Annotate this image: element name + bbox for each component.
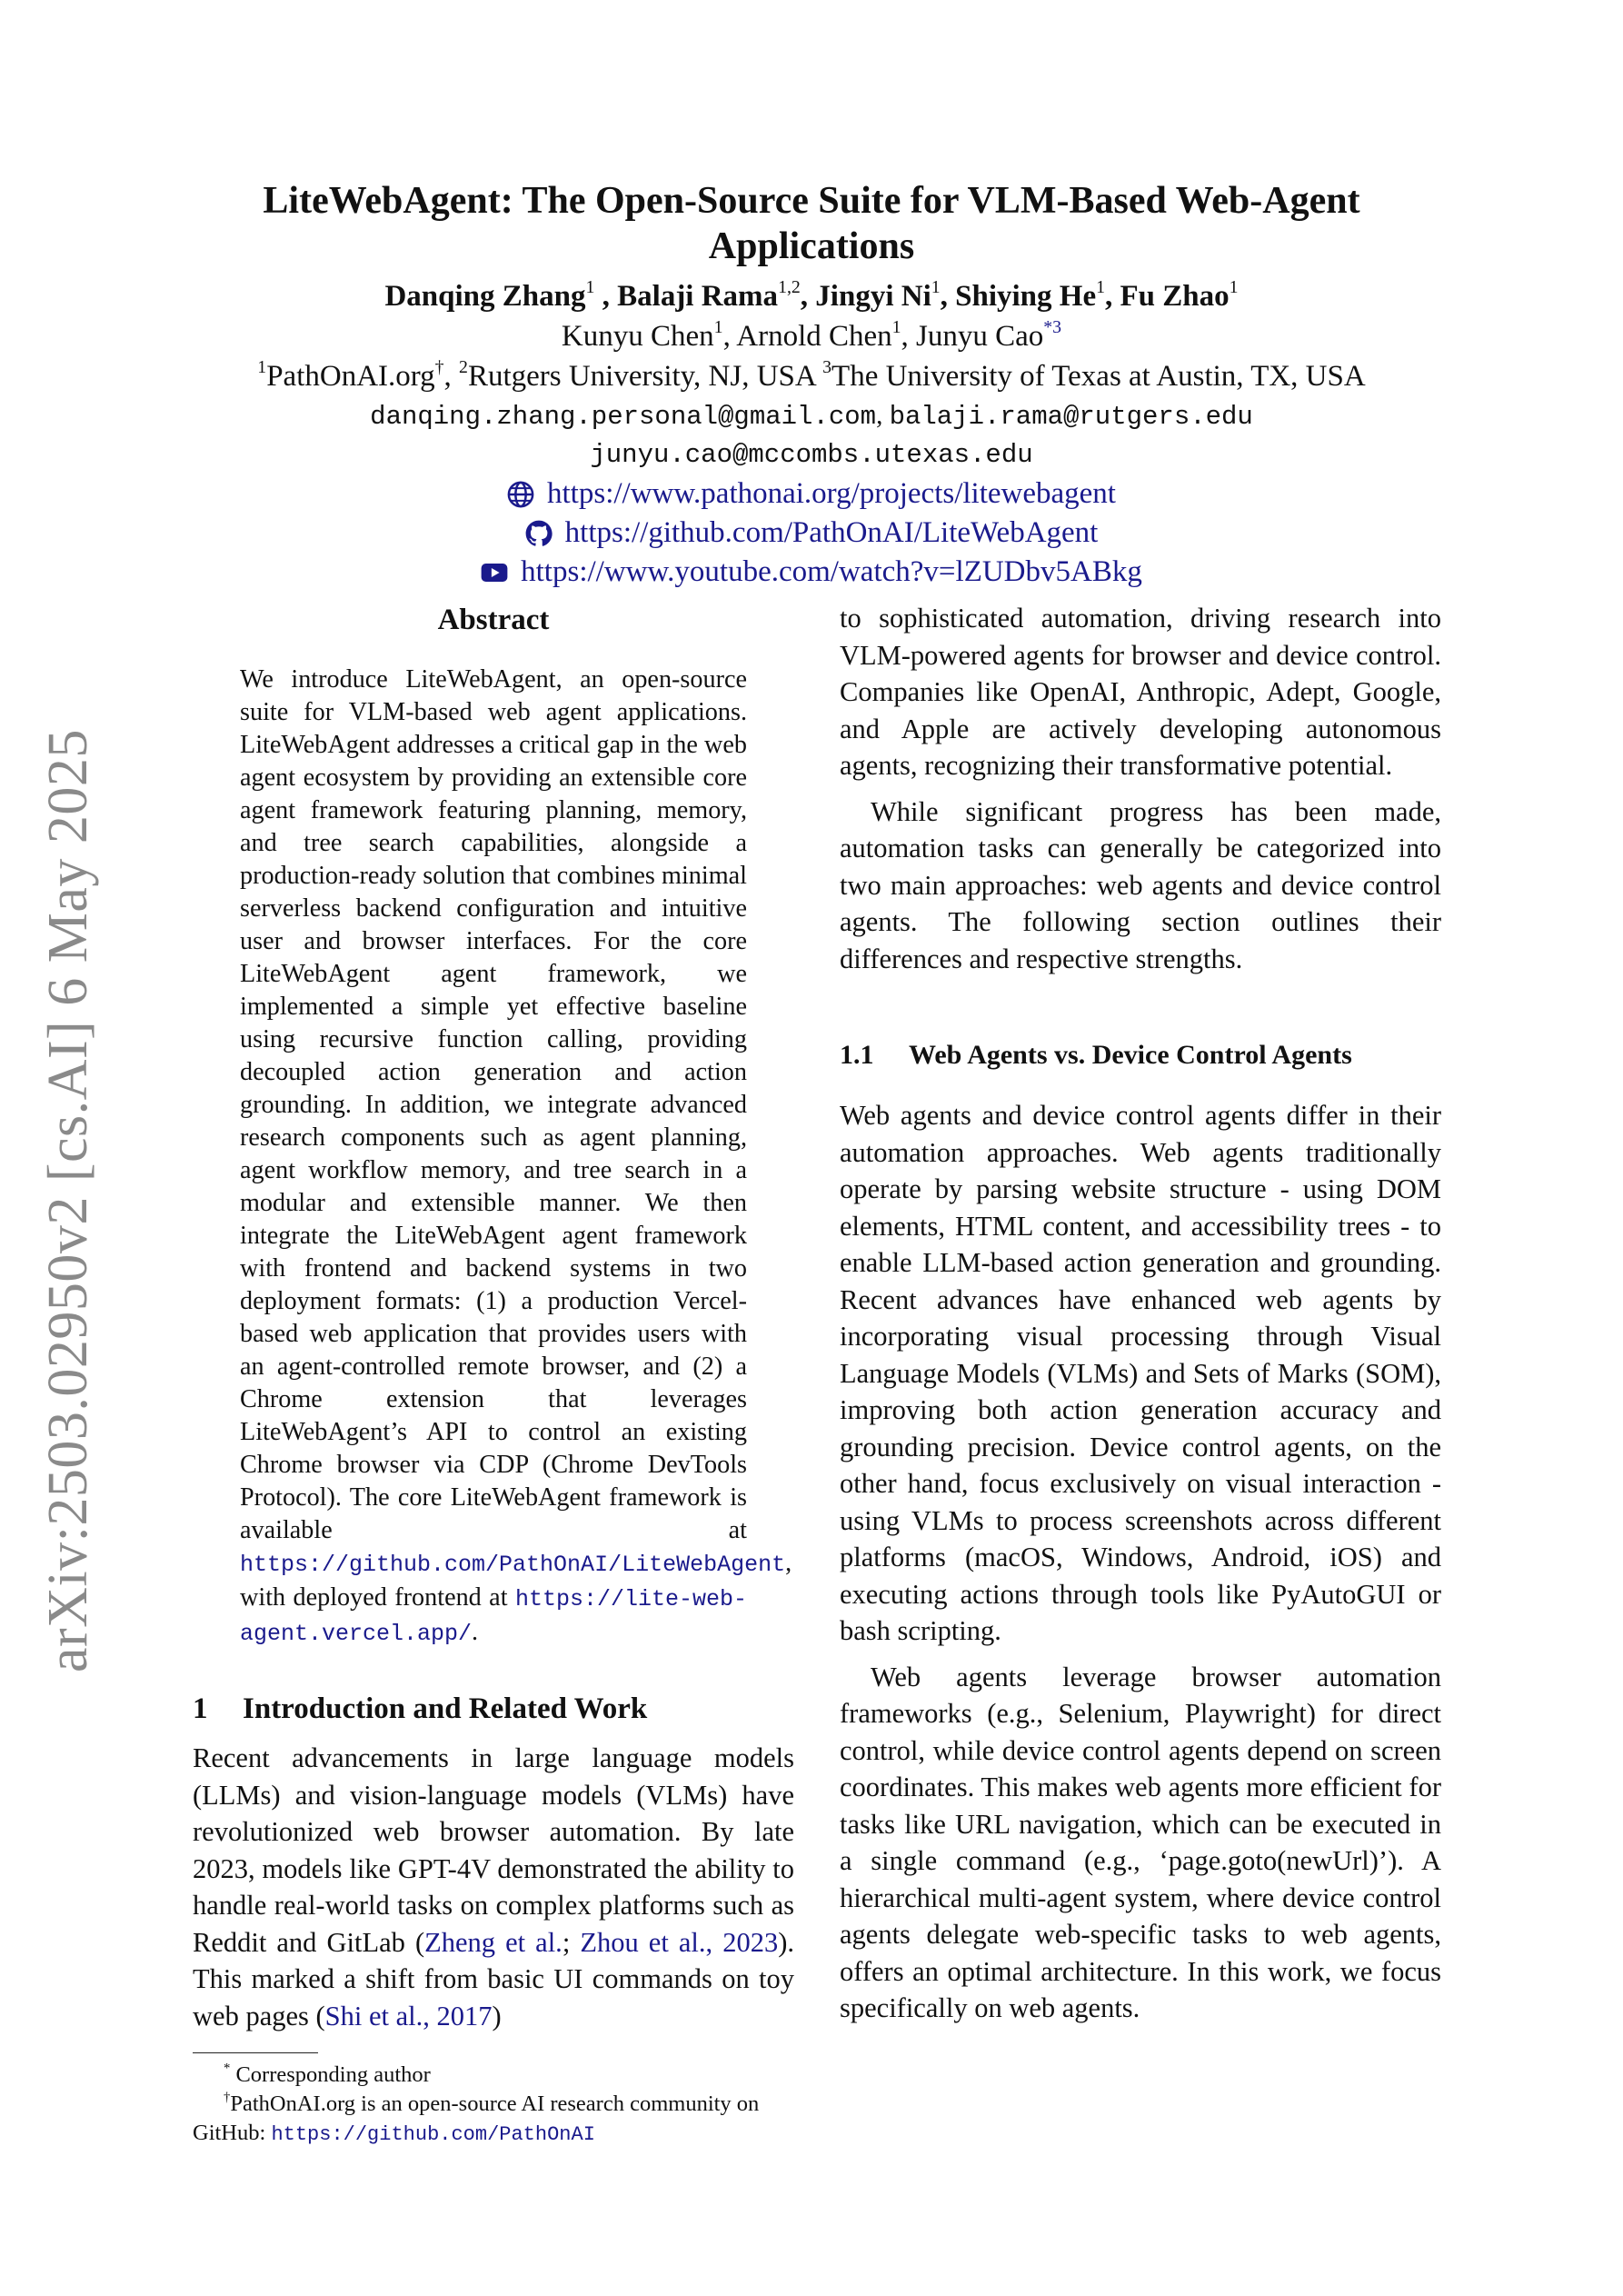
abstract-end: . <box>472 1618 479 1646</box>
affiliation-sup: 1 <box>1096 277 1105 298</box>
author-name: , Fu Zhao <box>1105 280 1230 313</box>
vercel-app-link[interactable]: https://lite-web-agent.vercel.app/ <box>240 1586 747 1647</box>
affiliation-text: PathOnAI.org <box>266 360 435 393</box>
footnote-mark: * <box>224 2061 231 2076</box>
affiliation-sup: 3 <box>822 357 832 378</box>
youtube-icon <box>481 559 508 586</box>
authors-line-1 <box>182 276 1441 316</box>
title-line-2: Applications <box>708 225 915 267</box>
author-name: Danqing Zhang <box>384 280 586 313</box>
paper-header <box>182 178 1441 592</box>
email-list <box>182 396 1441 474</box>
abstract-body: We introduce LiteWebAgent, an open-source suite for VLM-based web agent applications. LiteWebAgent addresses a critical gap in the web agent ecosystem by providing an extensible core agent framework featuring planning, memory, and tree search capabilities, alongside a production-ready solution that combines minimal serverless backend configuration and intuitive user and browser interfaces. For the core LiteWebAgent agent framework, we implemented a simple yet effective baseline using recursive function calling, providing decoupled action generation and action grounding. In addition, we integrate advanced research components such as agent planning, agent workflow memory, and tree search in a modular and extensible manner. We then integrate the LiteWebAgent agent framework with frontend and backend systems in two deployment formats: (1) a production Vercel-based web application that provides users with an agent-controlled remote browser, and (2) a Chrome extension that leverages LiteWebAgent’s API to control an existing Chrome browser via CDP (Chrome DevTools Protocol). The core LiteWebAgent framework is available at <box>240 665 747 1544</box>
footnote-divider <box>193 2052 318 2053</box>
affiliation-sup: 1 <box>257 357 267 378</box>
paper-title <box>182 178 1441 269</box>
abstract-connector: , with deployed frontend at <box>240 1549 792 1612</box>
section-title: Introduction and Related Work <box>243 1692 648 1725</box>
project-link-row <box>182 474 1441 514</box>
citation-zheng[interactable]: Zheng et al. <box>424 1926 563 1958</box>
author-name: , Shiying He <box>940 280 1097 313</box>
youtube-link[interactable]: https://www.youtube.com/watch?v=lZUDbv5ABkg <box>521 555 1142 588</box>
title-line-1: LiteWebAgent: The Open-Source Suite for VLM-Based Web-Agent <box>263 180 1360 222</box>
web-vs-device-paragraph-1: Web agents and device control agents differ in their automation approaches. Web agents traditionally operate by parsing website structure - using DOM elements, HTML content, and accessibility trees - to enable LLM-based action generation and grounding. Recent advances have enhanced web agents by incorporating visual processing through Visual Language Models (VLMs) and Sets of Marks (SOM), improving both action generation accuracy and grounding precision. Device control agents, on the other hand, focus exclusively on visual interaction - using VLMs to process screenshots across different platforms (macOS, Windows, Android, iOS) and executing actions through tools like PyAutoGUI or bash scripting. <box>840 1100 1441 1646</box>
arxiv-identifier: arXiv:2503.02950v2 [cs.AI] 6 May 2025 <box>37 729 99 1672</box>
email-danqing[interactable]: danqing.zhang.personal@gmail.com <box>370 402 877 432</box>
affiliation-sup: 1 <box>1229 277 1239 298</box>
intro-text: ). This marked a shift from basic UI commands on toy web pages ( <box>193 1926 794 2031</box>
affiliation-text: The University of Texas at Austin, TX, USA <box>831 360 1366 393</box>
footnote-pathonai <box>193 2090 794 2150</box>
abstract-heading: Abstract <box>437 604 550 636</box>
intro-paragraph-2: While significant progress has been made, automation tasks can generally be categorized into two main approaches: web agents and device control agents. The following section outlines their differences and respective strengths. <box>840 795 1441 974</box>
email-separator: , <box>876 401 890 430</box>
intro-paragraph-1 <box>193 1740 794 2034</box>
right-column <box>840 600 1441 2027</box>
affiliation-sup: 1 <box>585 277 595 298</box>
footnote-mark: † <box>224 2090 231 2105</box>
subsection-title: Web Agents vs. Device Control Agents <box>909 1040 1352 1070</box>
intro-paragraph-continued: to sophisticated automation, driving research into VLM-powered agents for browser and device control. Companies like OpenAI, Anthropic, Adept, Google, and Apple are actively developing autonomous agents, recognizing their transformative potential. <box>840 603 1441 781</box>
email-line-1 <box>182 396 1441 436</box>
subsection-number: 1.1 <box>840 1040 874 1070</box>
footnote-text: Corresponding author <box>230 2062 431 2087</box>
globe-icon <box>507 481 534 508</box>
pathonai-github-link[interactable]: https://github.com/PathOnAI <box>271 2123 595 2146</box>
left-column <box>193 600 794 2150</box>
affiliation-sup: *3 <box>1043 317 1062 338</box>
github-icon <box>525 520 553 547</box>
youtube-link-row <box>182 553 1441 592</box>
affiliation-text: Rutgers University, NJ, USA <box>467 360 823 393</box>
author-name: , Balaji Rama <box>594 280 779 313</box>
affiliation-sup: 1 <box>891 317 901 338</box>
author-name: , Jingyi Ni <box>800 280 931 313</box>
author-name: Kunyu Chen <box>561 320 714 353</box>
abstract-text <box>240 664 792 1651</box>
affiliation-sup: 2 <box>459 357 468 378</box>
affiliation-sup: 1,2 <box>778 277 801 298</box>
affiliation-sup: 1 <box>931 277 941 298</box>
web-vs-device-paragraph-2: Web agents leverage browser automation frameworks (e.g., Selenium, Playwright) for direct control, while device control agents depend on screen coordinates. This makes web agents more efficient for tasks like URL navigation, which can be executed in a single command (e.g., ‘page.goto(newUrl)’). A hierarchical multi-agent system, where device control agents delegate web-specific tasks to web agents, offers an optimal architecture. In this work, we focus specifically on web agents. <box>840 1661 1441 2023</box>
github-repo-link[interactable]: https://github.com/PathOnAI/LiteWebAgent <box>240 1552 786 1578</box>
section-1-heading <box>193 1689 794 1729</box>
citation-shi[interactable]: Shi et al., 2017 <box>324 2000 493 2031</box>
affiliations: $^1$PathOnAI.org†, $^2$Rutgers University, NJ, USA $^3$The University of Texas at Austin, TX, USA <box>257 357 1366 393</box>
author-name: , Junyu Cao <box>901 320 1044 353</box>
dagger-mark: † <box>434 357 444 378</box>
affiliation-sup: 1 <box>713 317 723 338</box>
github-link-row <box>182 514 1441 553</box>
github-link[interactable]: https://github.com/PathOnAI/LiteWebAgent <box>564 516 1099 549</box>
citation-separator: ; <box>562 1926 581 1958</box>
project-page-link[interactable]: https://www.pathonai.org/projects/litewebagent <box>547 477 1116 510</box>
citation-zhou[interactable]: Zhou et al., 2023 <box>580 1926 779 1958</box>
author-list <box>182 276 1441 396</box>
intro-text: Recent advancements in large language models (LLMs) and vision-language models (VLMs) have revolutionized web browser automation. By late 2023, models like GPT-4V demonstrated the ability to handle real-world tasks on complex platforms such as Reddit and GitLab ( <box>193 1742 794 1958</box>
authors-line-2 <box>182 316 1441 356</box>
email-balaji[interactable]: balaji.rama@rutgers.edu <box>889 402 1253 432</box>
author-name: , Arnold Chen <box>722 320 892 353</box>
footnote-text: PathOnAI.org is an open-source AI research community on GitHub: <box>193 2091 760 2145</box>
email-junyu[interactable]: junyu.cao@mccombs.utexas.edu <box>590 440 1033 470</box>
subsection-1-1-heading <box>840 1037 1441 1073</box>
intro-text: ) <box>492 2000 502 2031</box>
section-number: 1 <box>193 1692 208 1725</box>
footnote-corresponding <box>193 2061 794 2090</box>
